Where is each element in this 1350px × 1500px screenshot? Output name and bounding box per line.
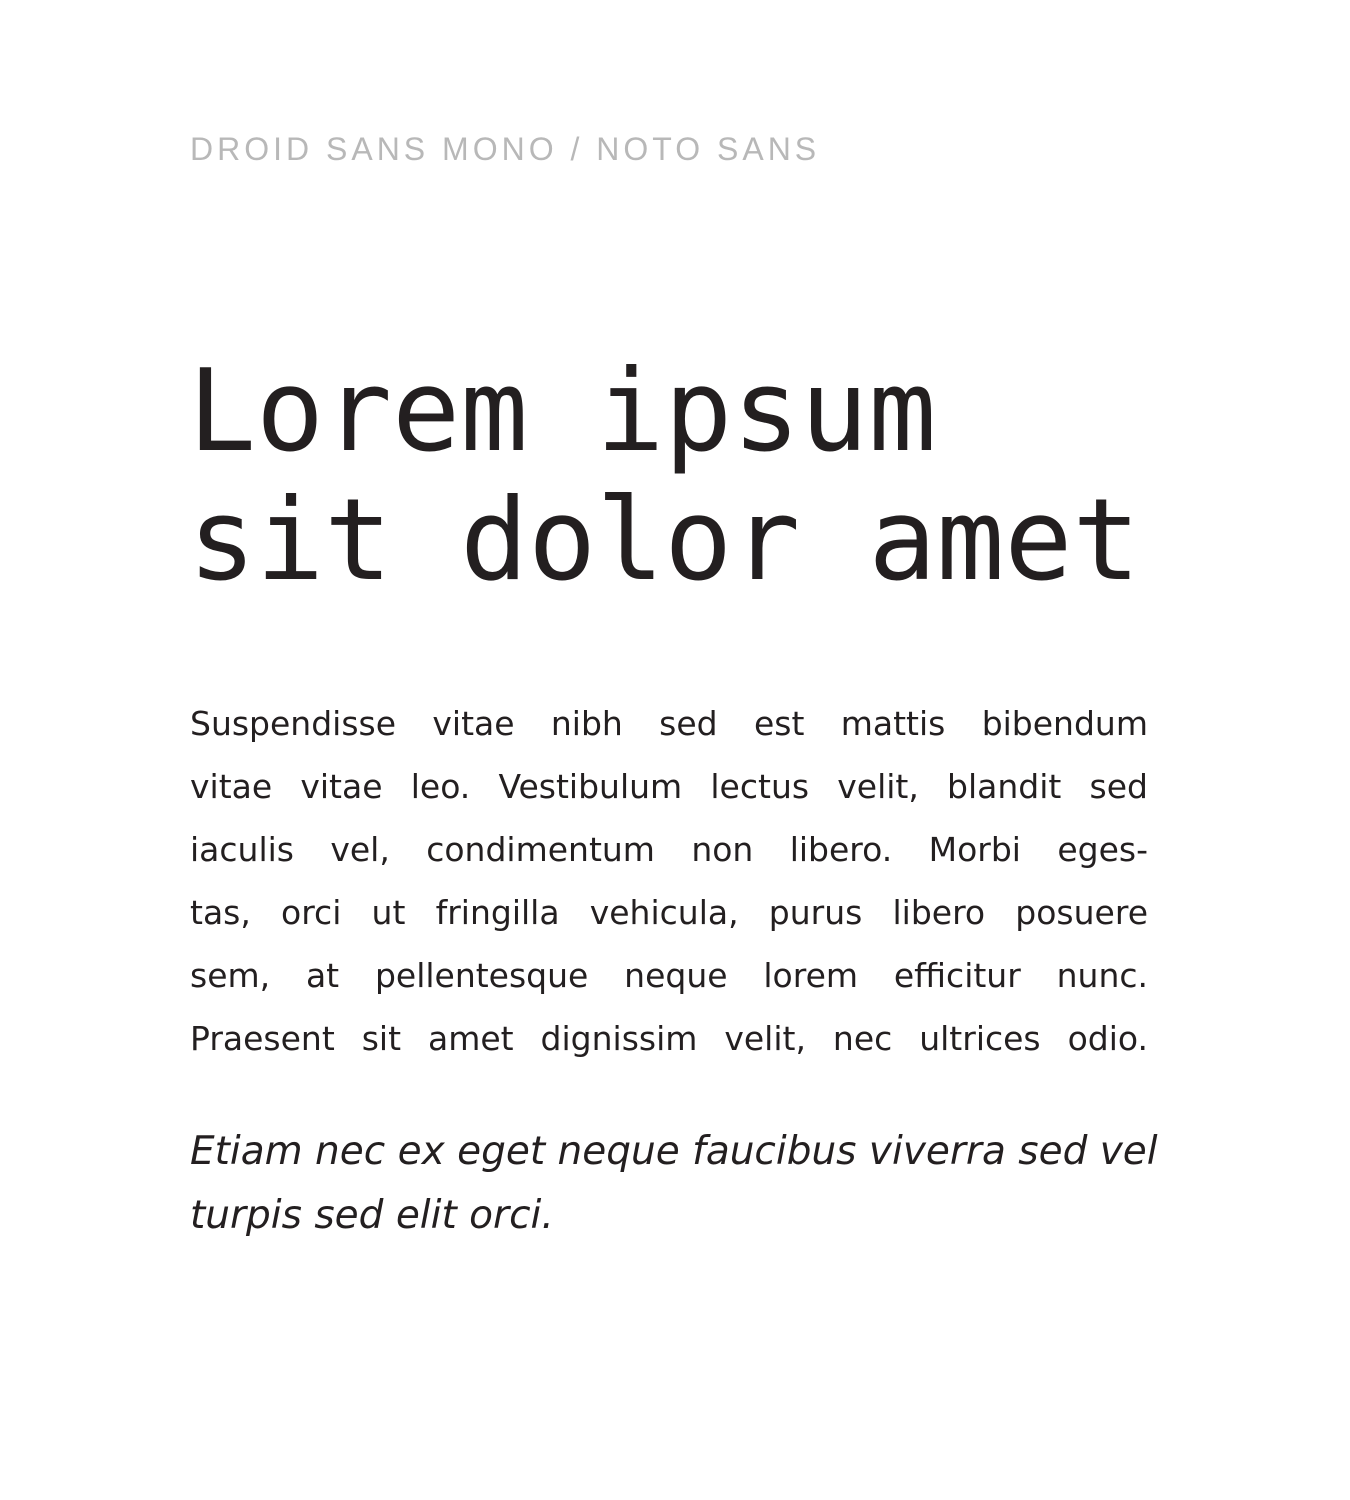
body-line: vitae vitae leo. Vestibulum lectus velit, blandit sed	[190, 767, 1148, 806]
body-line: Suspendisse vitae nibh sed est mattis bibendum	[190, 704, 1148, 743]
headline-line: Lorem ipsum	[188, 345, 937, 477]
body-line: tas, orci ut fringilla vehicula, purus libero posuere	[190, 893, 1148, 932]
headline-line: sit dolor amet	[188, 474, 1141, 606]
body-line: sem, at pellentesque neque lorem efficitur nunc.	[190, 956, 1148, 995]
italic-line: Etiam nec ex eget neque faucibus viverra sed vel	[190, 1129, 1158, 1174]
italic-paragraph	[190, 1120, 1158, 1248]
body-line: Praesent sit amet dignissim velit, nec ultrices odio.	[190, 1019, 1148, 1058]
body-paragraph	[190, 692, 1148, 1070]
body-line: iaculis vel, condimentum non libero. Morbi eges-	[190, 830, 1148, 869]
font-pair-label: DROID SANS MONO / NOTO SANS	[190, 131, 821, 167]
headline	[188, 347, 1168, 605]
italic-line: turpis sed elit orci.	[190, 1193, 554, 1238]
